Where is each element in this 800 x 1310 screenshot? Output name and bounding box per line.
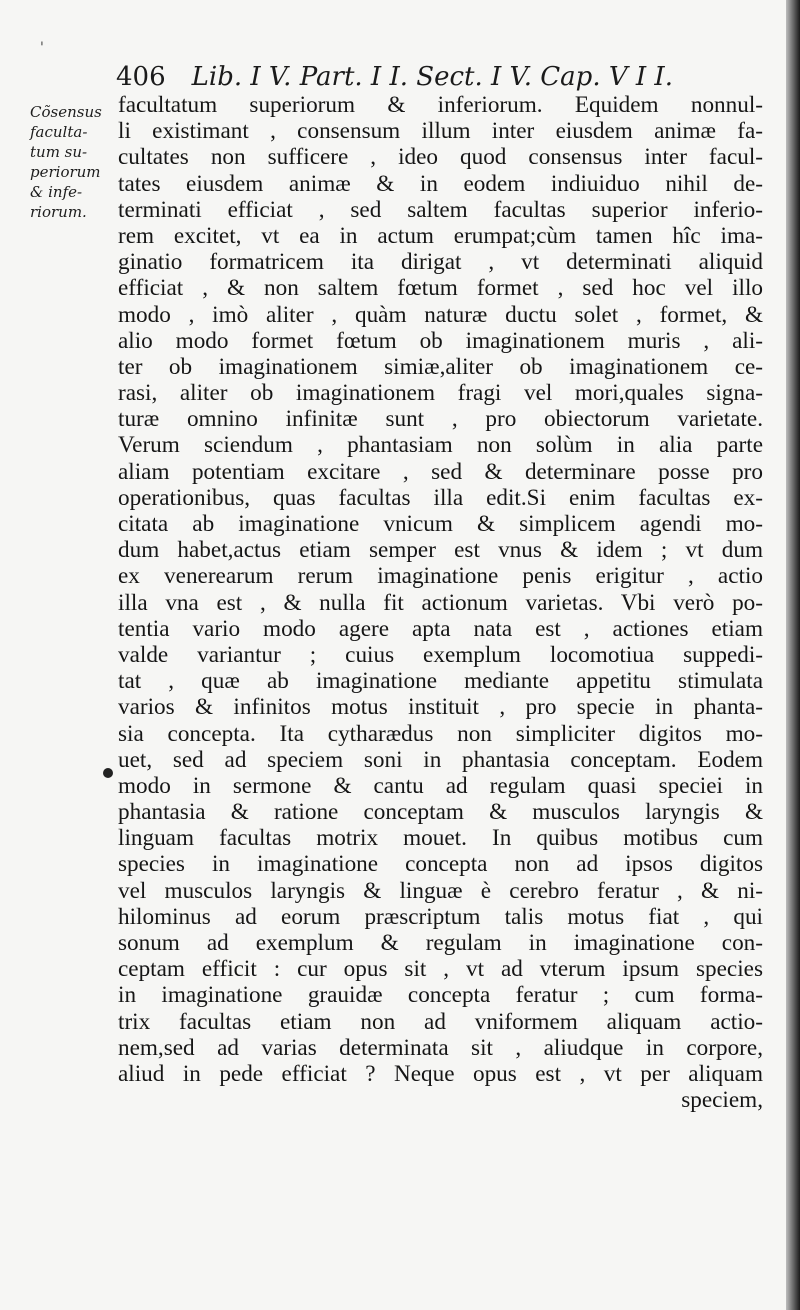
ink-dot-mark [103,768,113,778]
text-line: terminati efficiat , sed saltem facultas superior inferio- [118,196,763,223]
text-line: operationibus, quas facultas illa edit.Si enim facultas ex- [118,484,763,511]
text-line: tentia vario modo agere apta nata est , actiones etiam [118,615,763,642]
text-line: illa vna est , & nulla fit actionum varietas. Vbi verò po- [118,589,763,616]
text-line: modo in sermone & cantu ad regulam quasi speciei in [118,772,763,799]
text-line: modo , imò aliter , quàm naturæ ductu solet , formet, & [118,301,763,328]
text-line: species in imaginatione concepta non ad ipsos digitos [118,851,763,878]
text-line: ex venerearum rerum imaginatione penis erigitur , actio [118,563,763,590]
text-line: rem excitet, vt ea in actum erumpat;cùm tamen hîc ima- [118,222,763,249]
marginal-note-line: faculta- [30,123,88,141]
text-line: hilominus ad eorum præscriptum talis motus fiat , qui [118,903,763,930]
page-number: 406 [116,62,166,92]
text-line: ter ob imaginationem simiæ,aliter ob imaginationem ce- [118,353,763,380]
text-line: aliud in pede efficiat ? Neque opus est , vt per aliquam [118,1060,763,1087]
text-line: aliam potentiam excitare , sed & determinare posse pro [118,458,763,485]
body-text [118,92,763,1113]
text-line: ceptam efficit : cur opus sit , vt ad vterum ipsum species [118,956,763,983]
text-line: Verum sciendum , phantasiam non solùm in alia parte [118,432,763,459]
text-line: trix facultas etiam non ad vniformem aliquam actio- [118,1008,763,1035]
text-line: li existimant , consensum illum inter eiusdem animæ fa- [118,118,763,145]
text-line: cultates non sufficere , ideo quod consensus inter facul- [118,144,763,171]
text-line: facultatum superiorum & inferiorum. Equidem nonnul- [118,92,763,118]
text-line: valde variantur ; cuius exemplum locomotiua suppedi- [118,641,763,668]
text-line: sonum ad exemplum & regulam in imaginatione con- [118,930,763,956]
text-line: varios & infinitos motus instituit , pro specie in phanta- [118,694,763,721]
marginal-note-line: & infe- [30,183,83,201]
text-line: ginatio formatricem ita dirigat , vt determinati aliquid [118,249,763,276]
marginal-note-line: Cõsensus [30,103,102,121]
text-line: citata ab imaginatione vnicum & simplicem agendi mo- [118,511,763,537]
margin-tick-mark: ' [40,40,44,56]
marginal-note-line: tum su- [30,143,88,161]
text-line: phantasia & ratione conceptam & musculos laryngis & [118,799,763,826]
text-line: tat , quæ ab imaginatione mediante appetitu stimulata [118,668,763,695]
marginal-note-line: periorum [30,163,101,181]
text-line: tates eiusdem animæ & in eodem indiuiduo nihil de- [118,170,763,197]
marginal-note-line: riorum. [30,203,87,221]
text-line: efficiat , & non saltem fœtum formet , sed hoc vel illo [118,275,763,302]
text-line: dum habet,actus etiam semper est vnus & idem ; vt dum [118,537,763,564]
text-line: nem,sed ad varias determinata sit , aliudque in corpore, [118,1034,763,1061]
text-line: vel musculos laryngis & linguæ è cerebro feratur , & ni- [118,877,763,904]
running-title: Lib. I V. Part. I I. Sect. I V. Cap. V I I. [191,62,673,92]
text-line: in imaginatione grauidæ concepta feratur ; cum forma- [118,982,763,1009]
text-line: turæ omnino infinitæ sunt , pro obiectorum varietate. [118,406,763,433]
text-line: rasi, aliter ob imaginationem fragi vel mori,quales signa- [118,380,763,407]
text-line: speciem, [681,1087,763,1114]
text-line: uet, sed ad speciem soni in phantasia conceptam. Eodem [118,746,763,773]
book-spine-shadow [786,0,800,1310]
marginal-note [30,102,118,222]
show-through-bleed [120,1268,740,1308]
text-line: linguam facultas motrix mouet. In quibus motibus cum [118,825,763,852]
text-line: sia concepta. Ita cytharædus non simpliciter digitos mo- [118,720,763,747]
text-line: alio modo formet fœtum ob imaginationem muris , ali- [118,327,763,354]
